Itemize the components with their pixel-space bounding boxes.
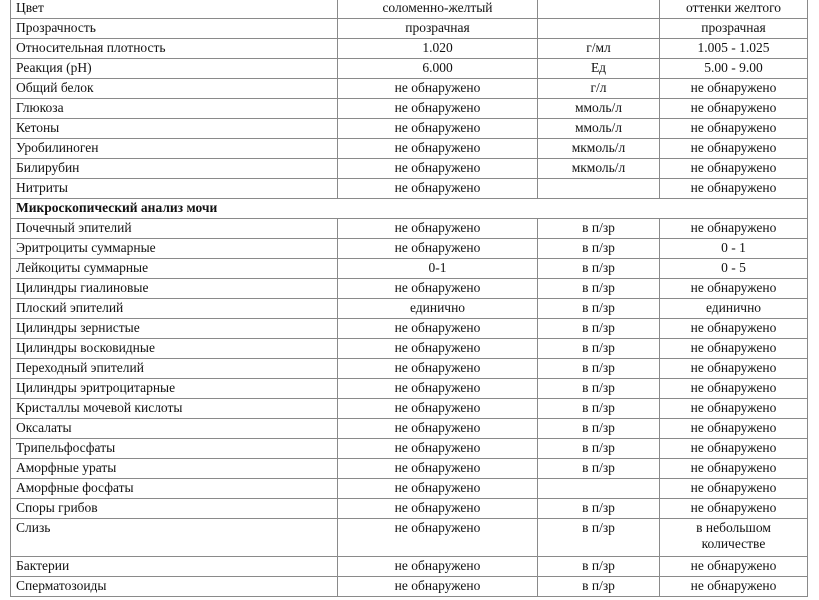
test-reference: 5.00 - 9.00 bbox=[660, 59, 808, 79]
test-reference: не обнаружено bbox=[660, 459, 808, 479]
test-unit: в п/зр bbox=[538, 319, 660, 339]
test-unit: в п/зр bbox=[538, 299, 660, 319]
test-name: Слизь bbox=[11, 519, 338, 557]
test-reference: оттенки желтого bbox=[660, 0, 808, 19]
urinalysis-results-table bbox=[10, 0, 808, 597]
test-value: не обнаружено bbox=[338, 359, 538, 379]
table-row bbox=[11, 299, 808, 319]
test-value: не обнаружено bbox=[338, 79, 538, 99]
table-row bbox=[11, 499, 808, 519]
test-reference: не обнаружено bbox=[660, 499, 808, 519]
test-unit: в п/зр bbox=[538, 459, 660, 479]
test-name: Аморфные фосфаты bbox=[11, 479, 338, 499]
test-unit bbox=[538, 179, 660, 199]
test-reference: не обнаружено bbox=[660, 399, 808, 419]
test-unit: мкмоль/л bbox=[538, 139, 660, 159]
test-reference: не обнаружено bbox=[660, 159, 808, 179]
table-row bbox=[11, 0, 808, 19]
test-unit: в п/зр bbox=[538, 279, 660, 299]
test-value: не обнаружено bbox=[338, 399, 538, 419]
test-reference: не обнаружено bbox=[660, 319, 808, 339]
test-name: Уробилиноген bbox=[11, 139, 338, 159]
section-header-row bbox=[11, 199, 808, 219]
test-unit: в п/зр bbox=[538, 239, 660, 259]
table-row bbox=[11, 79, 808, 99]
test-unit: в п/зр bbox=[538, 359, 660, 379]
table-row bbox=[11, 379, 808, 399]
table-row bbox=[11, 59, 808, 79]
test-name: Аморфные ураты bbox=[11, 459, 338, 479]
test-value: не обнаружено bbox=[338, 519, 538, 557]
table-row bbox=[11, 419, 808, 439]
table-row bbox=[11, 19, 808, 39]
table-row bbox=[11, 339, 808, 359]
test-reference: не обнаружено bbox=[660, 577, 808, 597]
test-unit: г/л bbox=[538, 79, 660, 99]
test-name: Кетоны bbox=[11, 119, 338, 139]
test-unit bbox=[538, 19, 660, 39]
test-value: не обнаружено bbox=[338, 577, 538, 597]
test-reference: не обнаружено bbox=[660, 439, 808, 459]
table-row bbox=[11, 139, 808, 159]
table-row bbox=[11, 39, 808, 59]
table-row bbox=[11, 319, 808, 339]
test-value: не обнаружено bbox=[338, 499, 538, 519]
table-row bbox=[11, 359, 808, 379]
test-unit: г/мл bbox=[538, 39, 660, 59]
test-value: 1.020 bbox=[338, 39, 538, 59]
test-reference: не обнаружено bbox=[660, 99, 808, 119]
table-row bbox=[11, 439, 808, 459]
test-value: не обнаружено bbox=[338, 459, 538, 479]
test-reference: не обнаружено bbox=[660, 139, 808, 159]
test-unit: в п/зр bbox=[538, 379, 660, 399]
test-name: Нитриты bbox=[11, 179, 338, 199]
test-name: Сперматозоиды bbox=[11, 577, 338, 597]
test-name: Глюкоза bbox=[11, 99, 338, 119]
test-name: Лейкоциты суммарные bbox=[11, 259, 338, 279]
table-row bbox=[11, 179, 808, 199]
test-reference: не обнаружено bbox=[660, 359, 808, 379]
test-reference: не обнаружено bbox=[660, 379, 808, 399]
test-value: не обнаружено bbox=[338, 339, 538, 359]
test-unit: в п/зр bbox=[538, 519, 660, 557]
test-name: Цилиндры зернистые bbox=[11, 319, 338, 339]
test-name: Цилиндры восковидные bbox=[11, 339, 338, 359]
table-row bbox=[11, 577, 808, 597]
test-name: Относительная плотность bbox=[11, 39, 338, 59]
test-name: Кристаллы мочевой кислоты bbox=[11, 399, 338, 419]
test-unit bbox=[538, 479, 660, 499]
test-name: Реакция (pH) bbox=[11, 59, 338, 79]
test-reference: не обнаружено bbox=[660, 79, 808, 99]
test-unit: в п/зр bbox=[538, 419, 660, 439]
table-row bbox=[11, 279, 808, 299]
test-unit bbox=[538, 0, 660, 19]
section-title: Микроскопический анализ мочи bbox=[11, 199, 808, 219]
test-reference: в небольшом количестве bbox=[660, 519, 808, 557]
test-value: не обнаружено bbox=[338, 239, 538, 259]
test-reference: не обнаружено bbox=[660, 219, 808, 239]
test-value: не обнаружено bbox=[338, 159, 538, 179]
test-name: Почечный эпителий bbox=[11, 219, 338, 239]
table-row bbox=[11, 219, 808, 239]
test-unit: в п/зр bbox=[538, 557, 660, 577]
table-row bbox=[11, 519, 808, 557]
test-reference: не обнаружено bbox=[660, 339, 808, 359]
test-value: 0-1 bbox=[338, 259, 538, 279]
test-name: Цилиндры эритроцитарные bbox=[11, 379, 338, 399]
test-value: не обнаружено bbox=[338, 179, 538, 199]
table-row bbox=[11, 239, 808, 259]
test-name: Цвет bbox=[11, 0, 338, 19]
test-name: Споры грибов bbox=[11, 499, 338, 519]
test-reference: не обнаружено bbox=[660, 479, 808, 499]
test-reference: не обнаружено bbox=[660, 119, 808, 139]
test-name: Бактерии bbox=[11, 557, 338, 577]
test-name: Плоский эпителий bbox=[11, 299, 338, 319]
table-row bbox=[11, 399, 808, 419]
test-reference: единично bbox=[660, 299, 808, 319]
table-row bbox=[11, 99, 808, 119]
test-value: 6.000 bbox=[338, 59, 538, 79]
test-value: не обнаружено bbox=[338, 379, 538, 399]
test-reference: не обнаружено bbox=[660, 557, 808, 577]
table-row bbox=[11, 259, 808, 279]
test-name: Билирубин bbox=[11, 159, 338, 179]
test-unit: в п/зр bbox=[538, 259, 660, 279]
test-name: Эритроциты суммарные bbox=[11, 239, 338, 259]
test-value: не обнаружено bbox=[338, 279, 538, 299]
test-name: Цилиндры гиалиновые bbox=[11, 279, 338, 299]
test-unit: в п/зр bbox=[538, 439, 660, 459]
test-name: Прозрачность bbox=[11, 19, 338, 39]
table-row bbox=[11, 159, 808, 179]
test-value: прозрачная bbox=[338, 19, 538, 39]
test-value: не обнаружено bbox=[338, 319, 538, 339]
test-name: Трипельфосфаты bbox=[11, 439, 338, 459]
test-unit: в п/зр bbox=[538, 577, 660, 597]
test-value: не обнаружено bbox=[338, 219, 538, 239]
test-value: единично bbox=[338, 299, 538, 319]
test-unit: в п/зр bbox=[538, 399, 660, 419]
test-unit: ммоль/л bbox=[538, 99, 660, 119]
table-row bbox=[11, 479, 808, 499]
test-name: Общий белок bbox=[11, 79, 338, 99]
test-name: Переходный эпителий bbox=[11, 359, 338, 379]
test-value: соломенно-желтый bbox=[338, 0, 538, 19]
test-unit: в п/зр bbox=[538, 219, 660, 239]
table-row bbox=[11, 459, 808, 479]
test-unit: в п/зр bbox=[538, 499, 660, 519]
test-unit: в п/зр bbox=[538, 339, 660, 359]
test-value: не обнаружено bbox=[338, 419, 538, 439]
test-unit: Ед bbox=[538, 59, 660, 79]
test-name: Оксалаты bbox=[11, 419, 338, 439]
test-value: не обнаружено bbox=[338, 119, 538, 139]
test-value: не обнаружено bbox=[338, 439, 538, 459]
test-value: не обнаружено bbox=[338, 479, 538, 499]
test-value: не обнаружено bbox=[338, 557, 538, 577]
test-reference: не обнаружено bbox=[660, 279, 808, 299]
table-row bbox=[11, 119, 808, 139]
test-reference: не обнаружено bbox=[660, 419, 808, 439]
test-value: не обнаружено bbox=[338, 139, 538, 159]
test-reference: 0 - 5 bbox=[660, 259, 808, 279]
test-reference: 0 - 1 bbox=[660, 239, 808, 259]
test-reference: прозрачная bbox=[660, 19, 808, 39]
test-unit: мкмоль/л bbox=[538, 159, 660, 179]
test-reference: 1.005 - 1.025 bbox=[660, 39, 808, 59]
test-reference: не обнаружено bbox=[660, 179, 808, 199]
test-unit: ммоль/л bbox=[538, 119, 660, 139]
table-row bbox=[11, 557, 808, 577]
test-value: не обнаружено bbox=[338, 99, 538, 119]
